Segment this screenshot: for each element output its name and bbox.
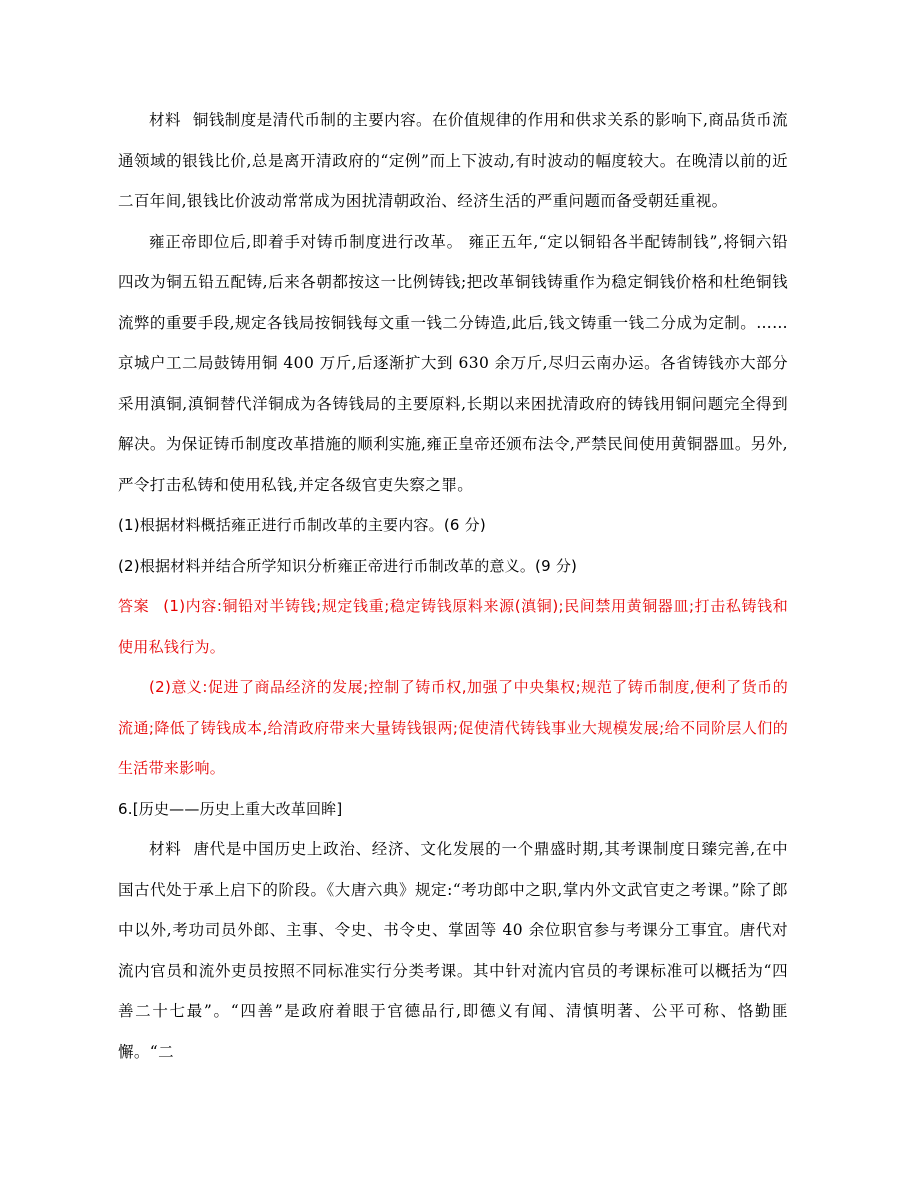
material-paragraph-1 xyxy=(118,100,788,222)
section-6-material-paragraph xyxy=(118,829,788,1072)
material-paragraph-2: 雍正帝即位后,即着手对铸币制度进行改革。 雍正五年,“定以铜铅各半配铸制钱”,将铜六铅四改为铜五铅五配铸,后来各朝都按这一比例铸钱;把改革铜钱铸重作为稳定铜钱价格和杜绝铜钱流弊的重要手段,规定各钱局按铜钱每文重一钱二分铸造,此后,钱文铸重一钱二分成为定制。……京城户工二局鼓铸用铜 400 万斤,后逐渐扩大到 630 余万斤,尽归云南办运。各省铸钱亦大部分采用滇铜,滇铜替代洋铜成为各铸钱局的主要原料,长期以来困扰清政府的铸钱用铜问题完全得到解决。为保证铸币制度改革措施的顺利实施,雍正皇帝还颁布法令,严禁民间使用黄铜器皿。另外,严令打击私铸和使用私钱,并定各级官吏失察之罪。 xyxy=(118,232,788,494)
question-2: (2)根据材料并结合所学知识分析雍正帝进行币制改革的意义。(9 分) xyxy=(118,556,578,575)
document-page xyxy=(118,100,788,1072)
answer-label: 答案 xyxy=(118,597,150,615)
material-label: 材料 xyxy=(149,111,181,129)
answer-paragraph-2: (2)意义:促进了商品经济的发展;控制了铸币权,加强了中央集权;规范了铸币制度,便利了货币的流通;降低了铸钱成本,给清政府带来大量铸钱银两;促使清代铸钱事业大规模发展;给不同阶层人们的生活带来影响。 xyxy=(118,678,788,777)
question-1: (1)根据材料概括雍正进行币制改革的主要内容。(6 分) xyxy=(118,516,486,534)
section-6-heading: 6.[历史——历史上重大改革回眸] xyxy=(118,799,343,818)
answer-paragraph-1 xyxy=(118,586,788,667)
answer-text-1: (1)内容:铜铅对半铸钱;规定钱重;稳定铸钱原料来源(滇铜);民间禁用黄铜器皿;打击私铸钱和使用私钱行为。 xyxy=(118,597,788,656)
material-text: 铜钱制度是清代币制的主要内容。在价值规律的作用和供求关系的影响下,商品货币流通领域的银钱比价,总是离开清政府的“定例”而上下波动,有时波动的幅度较大。在晚清以前的近二百年间,银钱比价波动常常成为困扰清朝政治、经济生活的严重问题而备受朝廷重视。 xyxy=(118,111,788,210)
section-6-material-text: 唐代是中国历史上政治、经济、文化发展的一个鼎盛时期,其考课制度日臻完善,在中国古代处于承上启下的阶段。《大唐六典》规定:“考功郎中之职,掌内外文武官吏之考课。”除了郎中以外,考功司员外郎、主事、令史、书令史、掌固等 40 余位职官参与考课分工事宜。唐代对流内官员和流外吏员按照不同标准实行分类考课。其中针对流内官员的考课标准可以概括为“四善二十七最”。“四善”是政府着眼于官德品行,即德义有闻、清慎明著、公平可称、恪勤匪懈。“二 xyxy=(118,840,788,1061)
section-6-material-label: 材料 xyxy=(149,840,182,858)
